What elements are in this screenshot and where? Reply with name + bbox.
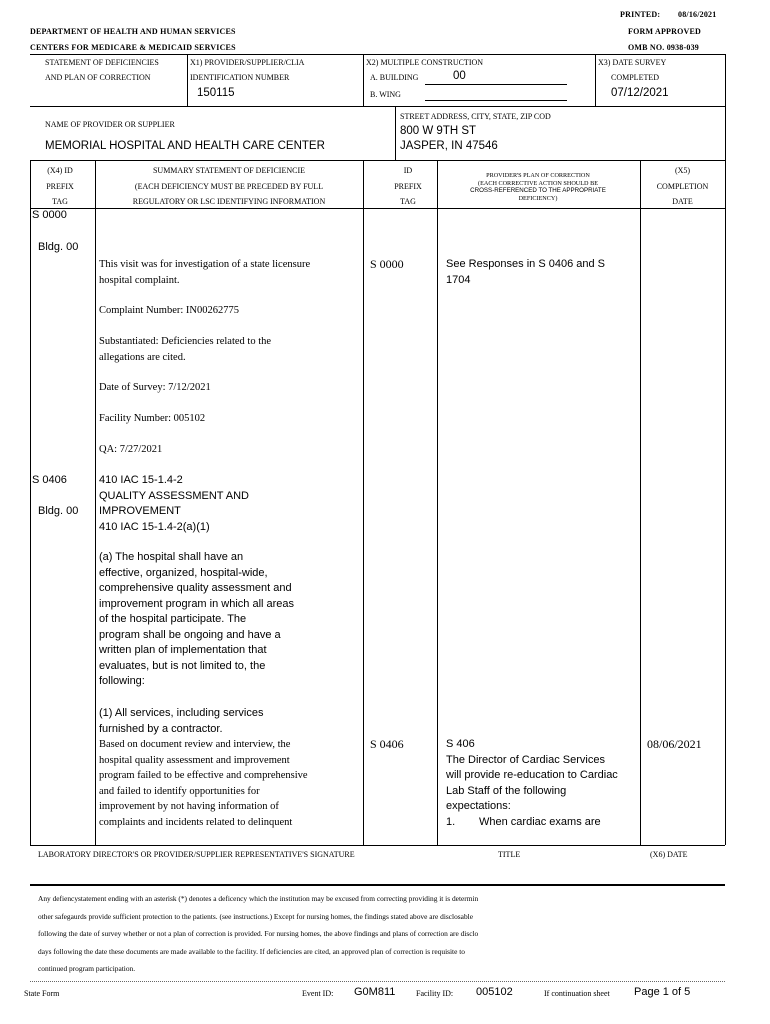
para-1-line-1: (1) All services, including services bbox=[99, 707, 264, 719]
building-tag-1: Bldg. 00 bbox=[38, 241, 79, 253]
plan2-line: The Director of Cardiac Services bbox=[446, 753, 605, 766]
plan-header bbox=[438, 172, 638, 202]
plan-label-2: (EACH CORRECTIVE ACTION SHOULD BE bbox=[478, 179, 598, 187]
facility-id-value: 005102 bbox=[476, 986, 513, 998]
x5-label-2: COMPLETION bbox=[656, 182, 709, 191]
event-id-label: Event ID: bbox=[302, 989, 334, 998]
building-label: A. BUILDING bbox=[370, 73, 419, 82]
disclaimer-line: days following the date these documents are made available to the facility. If deficiencies are cited, an approved plan of correction is requisite to bbox=[38, 946, 465, 956]
wing-label: B. WING bbox=[370, 90, 401, 99]
facility-number: Facility Number: 005102 bbox=[99, 413, 206, 424]
para-a-line: comprehensive quality assessment and bbox=[99, 582, 292, 594]
plan2-item-text: When cardiac exams are bbox=[479, 815, 601, 828]
disclaimer-line: following the date of survey whether or not a plan of correction is provided. For nursing homes, the above findings and plans of correction are disclo bbox=[38, 929, 479, 938]
summary-label-2: (EACH DEFICIENCY MUST BE PRECEDED BY FULL bbox=[134, 182, 324, 191]
finding-line: and failed to identify opportunities for bbox=[99, 785, 260, 797]
para-a-line: improvement program in which all areas bbox=[99, 597, 295, 610]
x6-date-label: (X6) DATE bbox=[650, 850, 688, 859]
visit-statement bbox=[99, 257, 361, 288]
department-name: DEPARTMENT OF HEALTH AND HUMAN SERVICES bbox=[30, 27, 236, 36]
date-of-survey: Date of Survey: 7/12/2021 bbox=[99, 382, 211, 393]
x4-label-1: (X4) ID bbox=[47, 166, 73, 175]
provider-name: MEMORIAL HOSPITAL AND HEALTH CARE CENTER bbox=[45, 140, 325, 152]
disclaimer-line: Any defiencystatement ending with an asterisk (*) denotes a deficency which the institution may be excused from correcting providing it is determin bbox=[38, 894, 479, 903]
id-label-2: PREFIX bbox=[394, 182, 422, 191]
address-line-2: JASPER, IN 47546 bbox=[400, 140, 498, 152]
id-tag-2: S 0406 bbox=[370, 737, 404, 751]
para-a-line: evaluates, but is not limited to, the bbox=[99, 659, 266, 672]
signature-label: LABORATORY DIRECTOR'S OR PROVIDER/SUPPLIER REPRESENTATIVE'S SIGNATURE bbox=[38, 850, 355, 859]
plan1-line-1: See Responses in S 0406 and S bbox=[446, 258, 606, 270]
statement-label-2: AND PLAN OF CORRECTION bbox=[45, 73, 151, 82]
plan-label-4: DEFICIENCY) bbox=[518, 194, 558, 202]
para-a-line: effective, organized, hospital-wide, bbox=[99, 566, 268, 579]
finding-line: program failed to be effective and comprehensive bbox=[99, 770, 308, 781]
plan2-line: S 406 bbox=[446, 738, 475, 750]
provider-id-number: 150115 bbox=[197, 87, 235, 99]
finding-line: Based on document review and interview, the bbox=[99, 739, 291, 750]
visit-line-1: This visit was for investigation of a state licensure bbox=[99, 259, 311, 270]
para-1-line-2: furnished by a contractor. bbox=[99, 722, 223, 735]
building-value: 00 bbox=[453, 70, 466, 82]
plan-response-1 bbox=[446, 257, 636, 288]
para-a-line: program shall be ongoing and have a bbox=[99, 628, 281, 641]
summary-label-3: REGULATORY OR LSC IDENTIFYING INFORMATION bbox=[132, 197, 326, 206]
address-line-1: 800 W 9TH ST bbox=[400, 125, 477, 137]
plan-label-1: PROVIDER'S PLAN OF CORRECTION bbox=[486, 172, 590, 179]
x4-label-3: TAG bbox=[52, 197, 68, 206]
printed-date: 08/16/2021 bbox=[678, 10, 717, 19]
plan-label-3: CROSS-REFERENCED TO THE APPROPRIATE bbox=[470, 187, 606, 194]
event-id-value: G0M811 bbox=[354, 986, 396, 998]
finding-line: complaints and incidents related to delinquent bbox=[99, 816, 293, 828]
id-label-3: TAG bbox=[400, 197, 416, 206]
regulation-block bbox=[99, 473, 361, 535]
state-form-label: State Form bbox=[24, 989, 60, 998]
x5-label-1: (X5) bbox=[674, 166, 691, 175]
plan2-item-number: 1. bbox=[446, 815, 456, 828]
disclaimer-line: other safegaurds provide sufficient protection to the patients. (see instructions.) Except for nursing homes, the findings stated above are disclosable bbox=[38, 911, 473, 921]
plan2-line: expectations: bbox=[446, 800, 511, 812]
prefix-tag-2: S 0406 bbox=[32, 474, 67, 486]
address-label: STREET ADDRESS, CITY, STATE, ZIP COD bbox=[400, 112, 551, 121]
page-number: Page 1 of 5 bbox=[634, 986, 691, 998]
substantiated-line-1: Substantiated: Deficiencies related to the bbox=[99, 336, 272, 347]
x2-label: X2) MULTIPLE CONSTRUCTION bbox=[366, 58, 484, 67]
title-label: TITLE bbox=[498, 850, 521, 859]
finding-line: improvement by not having information of bbox=[99, 801, 279, 812]
finding-statement bbox=[99, 737, 361, 830]
reg-line-2: QUALITY ASSESSMENT AND bbox=[99, 489, 249, 502]
x1-label-2: IDENTIFICATION NUMBER bbox=[190, 73, 290, 82]
form-approved: FORM APPROVED bbox=[628, 27, 702, 36]
reg-line-1: 410 IAC 15-1.4-2 bbox=[99, 474, 183, 486]
paragraph-a bbox=[99, 550, 361, 690]
printed-label: PRINTED: bbox=[620, 10, 661, 19]
id-label-1: ID bbox=[403, 166, 413, 175]
reg-line-4: 410 IAC 15-1.4-2(a)(1) bbox=[99, 520, 210, 533]
omb-number: OMB NO. 0938-039 bbox=[628, 43, 699, 52]
reg-line-3: IMPROVEMENT bbox=[99, 505, 181, 517]
complaint-number: Complaint Number: IN00262775 bbox=[99, 305, 239, 316]
x1-label-1: X1) PROVIDER/SUPPLIER/CLIA bbox=[190, 58, 305, 67]
x4-label-2: PREFIX bbox=[46, 182, 74, 191]
disclaimer bbox=[38, 890, 728, 978]
qa-date: QA: 7/27/2021 bbox=[99, 444, 163, 455]
continuation-label: If continuation sheet bbox=[544, 989, 610, 998]
substantiated bbox=[99, 334, 271, 365]
facility-id-label: Facility ID: bbox=[416, 989, 454, 998]
visit-line-2: hospital complaint. bbox=[99, 274, 180, 286]
completion-date-2: 08/06/2021 bbox=[647, 737, 702, 751]
finding-line: hospital quality assessment and improvement bbox=[99, 754, 290, 766]
id-tag-1: S 0000 bbox=[370, 257, 404, 271]
para-a-line: following: bbox=[99, 675, 145, 687]
summary-label-1: SUMMARY STATEMENT OF DEFICIENCIE bbox=[152, 166, 306, 175]
prefix-tag-1: S 0000 bbox=[32, 209, 67, 221]
plan2-line: Lab Staff of the following bbox=[446, 784, 567, 797]
plan2-line: will provide re-education to Cardiac bbox=[446, 769, 618, 781]
plan2-list-item bbox=[446, 815, 638, 831]
survey-completed-date: 07/12/2021 bbox=[611, 87, 669, 99]
para-a-line: of the hospital participate. The bbox=[99, 613, 247, 625]
para-a-line: written plan of implementation that bbox=[99, 644, 267, 656]
x3-label-1: X3) DATE SURVEY bbox=[598, 58, 667, 67]
paragraph-1 bbox=[99, 706, 361, 737]
x5-label-3: DATE bbox=[672, 197, 693, 206]
x3-label-2: COMPLETED bbox=[611, 73, 659, 82]
plan1-line-2: 1704 bbox=[446, 273, 471, 286]
building-tag-2: Bldg. 00 bbox=[38, 505, 79, 517]
substantiated-line-2: allegations are cited. bbox=[99, 351, 186, 363]
cms-name: CENTERS FOR MEDICARE & MEDICAID SERVICES bbox=[30, 43, 236, 52]
provider-name-label: NAME OF PROVIDER OR SUPPLIER bbox=[45, 120, 175, 129]
disclaimer-line: continued program participation. bbox=[38, 964, 136, 973]
plan-response-2 bbox=[446, 737, 638, 830]
para-a-line: (a) The hospital shall have an bbox=[99, 551, 244, 563]
statement-label-1: STATEMENT OF DEFICIENCIES bbox=[45, 58, 159, 67]
